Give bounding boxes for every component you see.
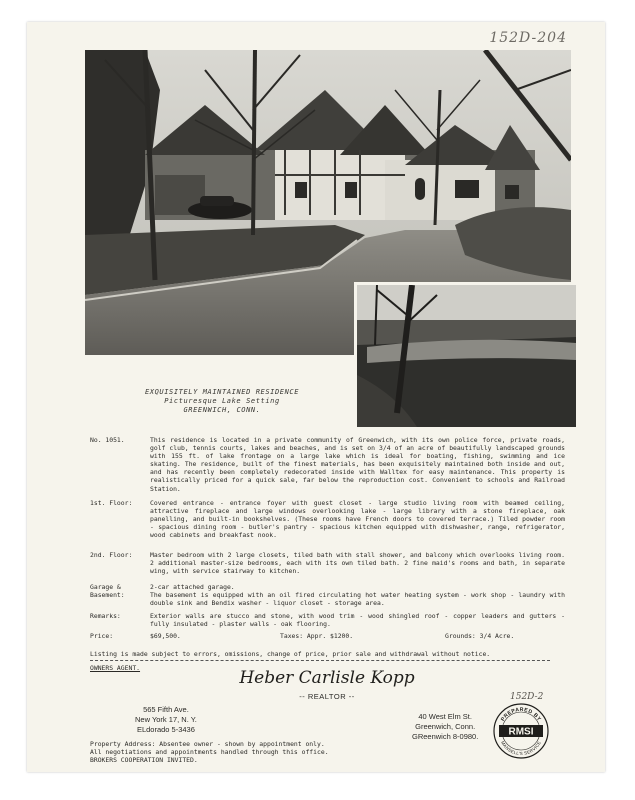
first-floor-label: 1st. Floor: (90, 499, 133, 507)
price-value: $69,500. (150, 632, 181, 640)
greenwich-city-line: Greenwich, Conn. (415, 722, 476, 731)
remarks-label: Remarks: (90, 612, 121, 620)
realtor-name: Heber Carlisle Kopp (239, 668, 415, 688)
seal-center-text: RMSI (508, 726, 534, 738)
ny-phone: ELdorado 5-3436 (136, 725, 195, 734)
second-floor-text: Master bedroom with 2 large closets, tiled bath with stall shower, and balcony which overlooks living room. 2 additional master-size bedrooms, each with its own tiled bath. 2 fine maid's rooms and bath, in separate wing, with service stairway to kitchen. (150, 551, 565, 576)
grounds-value: Grounds: 3/4 Acre. (445, 632, 515, 640)
property-address-line-1: Property Address: Absentee owner - shown by appointment only. (90, 740, 325, 748)
listing-sheet (27, 22, 605, 772)
greenwich-office (412, 712, 478, 742)
ny-address-line: 565 Fifth Ave. (143, 705, 189, 714)
greenwich-address-line: 40 West Elm St. (418, 712, 472, 721)
price-label: Price: (90, 632, 114, 640)
taxes-value: Taxes: Appr. $1200. (280, 632, 354, 640)
seal-bottom-text: MANSELL'S SERVICE (500, 740, 542, 757)
first-floor-text: Covered entrance - entrance foyer with guest closet - large studio living room with beamed ceiling, attractive fireplace and large windows overlooking lake - large library with a stone fireplace, oak panelling, and built-in bookshelves. (These rooms have French doors to covered terrace.) Tiled powder room - spacious dining room - butler's pantry - spacious kitchen equipped with dishwasher, range, refrigerator, wood cabinets and breakfast nook. (150, 499, 565, 540)
price-line (90, 632, 565, 641)
seal-top-text: PREPARED BY (500, 706, 542, 723)
greenwich-phone: GReenwich 8-0980. (412, 732, 479, 741)
second-floor-section (90, 551, 565, 575)
basement-text: The basement is equipped with an oil fired circulating hot water heating system - work shop - laundry with double sink and Bendix washer - liquor closet - storage area. (150, 591, 565, 608)
lake-photo-illustration (357, 285, 576, 427)
photo-caption (127, 388, 317, 415)
second-floor-label: 2nd. Floor: (90, 551, 133, 559)
listing-number: No. 1051. (90, 436, 125, 444)
owners-agent-label: OWNERS AGENT. (90, 664, 141, 672)
handwritten-catalog-number: 152D-204 (489, 30, 567, 46)
disclaimer: Listing is made subject to errors, omissions, change of price, prior sale and withdrawal without notice. (90, 650, 491, 658)
caption-subtitle: Picturesque Lake Setting (164, 397, 280, 405)
description-section (90, 436, 565, 493)
garage-basement-label (90, 583, 150, 607)
caption-location: GREENWICH, CONN. (183, 406, 261, 414)
lake-photograph (354, 282, 579, 430)
property-address-line-2: All negotiations and appointments handled through this office. (90, 748, 329, 757)
property-address-note (90, 740, 329, 764)
remarks-section (90, 612, 565, 628)
basement-label: Basement: (90, 591, 125, 600)
new-york-office (135, 705, 197, 735)
garage-label: Garage & (90, 583, 121, 591)
garage-text: 2-car attached garage. (150, 583, 235, 591)
description-text: This residence is located in a private community of Greenwich, with its own police force, private roads, golf club, tennis courts, lakes and beaches, and is set on 3/4 of an acre of beautifully landscaped grounds with 155 ft. of lake frontage on a large lake which is ideal for boating, fishing, swimming and ice skating. The residence, built of the finest materials, has been exquisitely maintained both inside and out, and has recently been completely redecorated inside with Walltex for easy maintenance. This property is realistically priced for a quick sale, far below the reproduction cost. Convenient to schools and Railroad Station. (150, 436, 565, 493)
realtor-title: -- REALTOR -- (299, 692, 355, 701)
handwritten-number-2: 152D-2 (510, 692, 544, 702)
garage-basement-section (90, 583, 565, 607)
dashed-divider (90, 660, 550, 661)
first-floor-section (90, 499, 565, 539)
caption-title: EXQUISITELY MAINTAINED RESIDENCE (144, 388, 300, 396)
brokers-note: BROKERS COOPERATION INVITED. (90, 756, 198, 765)
rmsi-seal-icon (492, 702, 550, 760)
garage-basement-text (150, 583, 565, 607)
ny-city-line: New York 17, N. Y. (135, 715, 197, 724)
remarks-text: Exterior walls are stucco and stone, with wood trim - wood shingled roof - copper leaders and gutters - fully insulated - plaster walls - oak flooring. (150, 612, 565, 629)
